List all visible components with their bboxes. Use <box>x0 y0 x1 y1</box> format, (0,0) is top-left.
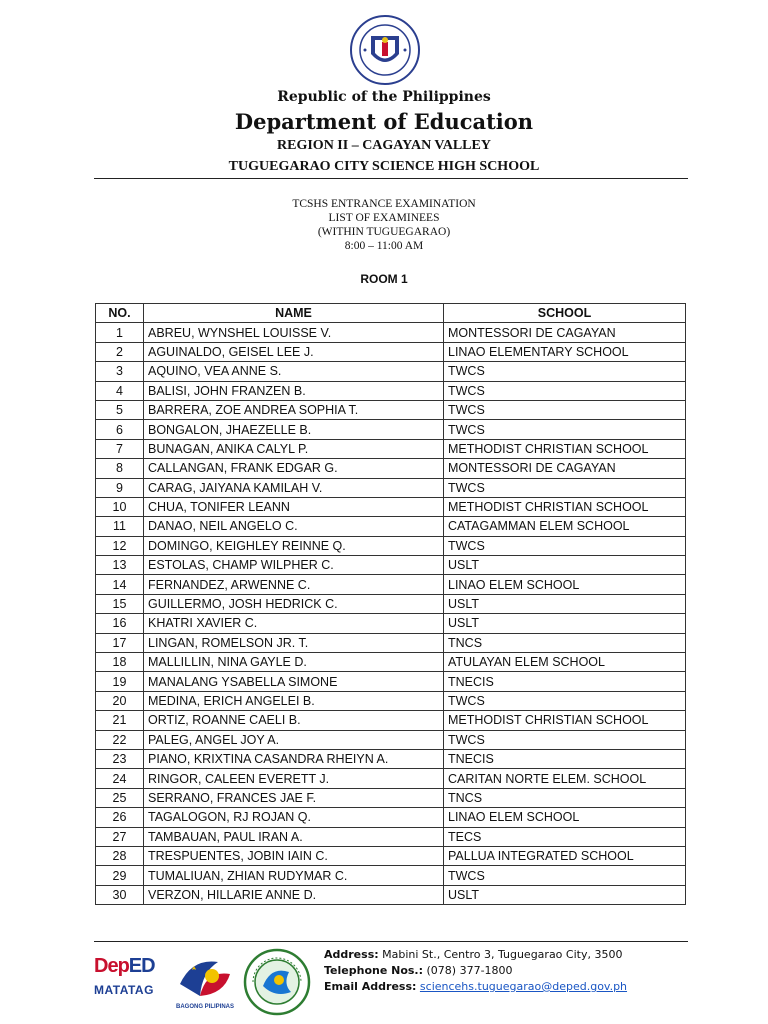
cell-no: 7 <box>96 439 144 458</box>
deped-matatag-logo <box>92 955 164 1005</box>
cell-school: TNECIS <box>444 749 686 768</box>
cell-school: TNCS <box>444 633 686 652</box>
cell-school: ATULAYAN ELEM SCHOOL <box>444 653 686 672</box>
cell-school: LINAO ELEMENTARY SCHOOL <box>444 342 686 361</box>
email-link[interactable]: sciencehs.tuguegarao@deped.gov.ph <box>419 980 628 993</box>
address-value: Mabini St., Centro 3, Tuguegarao City, 3500 <box>382 948 623 961</box>
department-heading: Department of Education <box>234 109 534 134</box>
cell-no: 3 <box>96 362 144 381</box>
cell-school: TWCS <box>444 420 686 439</box>
cell-no: 18 <box>96 653 144 672</box>
cell-school: TWCS <box>444 478 686 497</box>
cell-name: VERZON, HILLARIE ANNE D. <box>144 885 444 904</box>
cell-school: MONTESSORI DE CAGAYAN <box>444 459 686 478</box>
table-row <box>96 691 686 710</box>
cell-school: TWCS <box>444 536 686 555</box>
bagong-pilipinas-text: BAGONG PILIPINAS <box>175 1004 234 1010</box>
table-row <box>96 497 686 516</box>
cell-name: BALISI, JOHN FRANZEN B. <box>144 381 444 400</box>
header-no: NO. <box>96 304 144 323</box>
table-row <box>96 439 686 458</box>
cell-no: 21 <box>96 711 144 730</box>
cell-school: LINAO ELEM SCHOOL <box>444 808 686 827</box>
cell-no: 20 <box>96 691 144 710</box>
deped-seal-icon <box>349 14 421 86</box>
cell-school: METHODIST CHRISTIAN SCHOOL <box>444 497 686 516</box>
header-name: NAME <box>144 304 444 323</box>
table-row <box>96 730 686 749</box>
cell-name: ESTOLAS, CHAMP WILPHER C. <box>144 556 444 575</box>
exam-info <box>0 197 768 253</box>
exam-subtitle: LIST OF EXAMINEES <box>328 212 440 224</box>
cell-no: 30 <box>96 885 144 904</box>
cell-school: TWCS <box>444 866 686 885</box>
cell-no: 5 <box>96 400 144 419</box>
cell-name: FERNANDEZ, ARWENNE C. <box>144 575 444 594</box>
cell-no: 25 <box>96 788 144 807</box>
cell-school: TWCS <box>444 691 686 710</box>
footer-divider <box>94 941 688 942</box>
cell-name: ORTIZ, ROANNE CAELI B. <box>144 711 444 730</box>
cell-name: PALEG, ANGEL JOY A. <box>144 730 444 749</box>
table-row <box>96 362 686 381</box>
cell-no: 13 <box>96 556 144 575</box>
cell-no: 2 <box>96 342 144 361</box>
cell-name: GUILLERMO, JOSH HEDRICK C. <box>144 594 444 613</box>
cell-name: TAMBAUAN, PAUL IRAN A. <box>144 827 444 846</box>
cell-no: 24 <box>96 769 144 788</box>
cell-no: 29 <box>96 866 144 885</box>
cell-name: LINGAN, ROMELSON JR. T. <box>144 633 444 652</box>
table-row <box>96 614 686 633</box>
cell-school: MONTESSORI DE CAGAYAN <box>444 323 686 342</box>
cell-school: USLT <box>444 885 686 904</box>
school-seal-icon <box>243 948 311 1016</box>
cell-name: MEDINA, ERICH ANGELEI B. <box>144 691 444 710</box>
table-row <box>96 653 686 672</box>
email-line: Email Address: sciencehs.tuguegarao@deped.gov.ph <box>324 980 628 993</box>
contact-info <box>324 947 627 995</box>
table-row <box>96 517 686 536</box>
matatag-text: MATATAG <box>94 983 154 997</box>
cell-name: CHUA, TONIFER LEANN <box>144 497 444 516</box>
table-row <box>96 808 686 827</box>
table-row <box>96 556 686 575</box>
cell-no: 9 <box>96 478 144 497</box>
cell-no: 11 <box>96 517 144 536</box>
exam-title: TCSHS ENTRANCE EXAMINATION <box>292 198 476 210</box>
header-school: SCHOOL <box>444 304 686 323</box>
cell-no: 23 <box>96 749 144 768</box>
cell-school: TWCS <box>444 730 686 749</box>
table-row <box>96 536 686 555</box>
table-row <box>96 342 686 361</box>
table-row <box>96 827 686 846</box>
cell-name: BUNAGAN, ANIKA CALYL P. <box>144 439 444 458</box>
cell-no: 6 <box>96 420 144 439</box>
cell-school: PALLUA INTEGRATED SCHOOL <box>444 846 686 865</box>
cell-no: 19 <box>96 672 144 691</box>
cell-name: MALLILLIN, NINA GAYLE D. <box>144 653 444 672</box>
phone-value: (078) 377-1800 <box>426 964 513 977</box>
cell-no: 1 <box>96 323 144 342</box>
room-label: ROOM 1 <box>360 272 408 286</box>
cell-name: AGUINALDO, GEISEL LEE J. <box>144 342 444 361</box>
cell-no: 28 <box>96 846 144 865</box>
cell-school: USLT <box>444 594 686 613</box>
cell-no: 8 <box>96 459 144 478</box>
table-row <box>96 400 686 419</box>
table-row <box>96 885 686 904</box>
header-divider <box>94 178 688 179</box>
table-header-row <box>96 304 686 323</box>
deped-logo-dep: Dep <box>94 955 129 977</box>
cell-name: DANAO, NEIL ANGELO C. <box>144 517 444 536</box>
cell-school: TWCS <box>444 362 686 381</box>
table-row <box>96 381 686 400</box>
table-row <box>96 769 686 788</box>
cell-no: 12 <box>96 536 144 555</box>
region-heading: REGION II – CAGAYAN VALLEY <box>277 138 491 153</box>
table-row <box>96 459 686 478</box>
exam-time: 8:00 – 11:00 AM <box>344 240 424 252</box>
cell-no: 4 <box>96 381 144 400</box>
cell-name: BARRERA, ZOE ANDREA SOPHIA T. <box>144 400 444 419</box>
cell-no: 14 <box>96 575 144 594</box>
address-line: Address: Mabini St., Centro 3, Tuguegarao City, 3500 <box>324 948 623 961</box>
cell-name: TRESPUENTES, JOBIN IAIN C. <box>144 846 444 865</box>
cell-school: CATAGAMMAN ELEM SCHOOL <box>444 517 686 536</box>
cell-name: AQUINO, VEA ANNE S. <box>144 362 444 381</box>
cell-name: DOMINGO, KEIGHLEY REINNE Q. <box>144 536 444 555</box>
bagong-pilipinas-logo-icon <box>172 950 238 1010</box>
cell-name: KHATRI XAVIER C. <box>144 614 444 633</box>
table-row <box>96 749 686 768</box>
cell-no: 15 <box>96 594 144 613</box>
cell-no: 26 <box>96 808 144 827</box>
table-row <box>96 788 686 807</box>
republic-heading: Republic of the Philippines <box>277 89 491 105</box>
cell-name: CALLANGAN, FRANK EDGAR G. <box>144 459 444 478</box>
cell-name: ABREU, WYNSHEL LOUISSE V. <box>144 323 444 342</box>
cell-name: TAGALOGON, RJ ROJAN Q. <box>144 808 444 827</box>
school-heading: TUGUEGARAO CITY SCIENCE HIGH SCHOOL <box>228 159 540 174</box>
deped-logo-ed: ED <box>128 955 155 977</box>
cell-school: TWCS <box>444 381 686 400</box>
cell-no: 27 <box>96 827 144 846</box>
cell-no: 10 <box>96 497 144 516</box>
cell-school: TWCS <box>444 400 686 419</box>
cell-name: CARAG, JAIYANA KAMILAH V. <box>144 478 444 497</box>
table-row <box>96 594 686 613</box>
table-row <box>96 323 686 342</box>
cell-name: TUMALIUAN, ZHIAN RUDYMAR C. <box>144 866 444 885</box>
table-row <box>96 672 686 691</box>
table-row <box>96 575 686 594</box>
cell-school: TECS <box>444 827 686 846</box>
cell-school: LINAO ELEM SCHOOL <box>444 575 686 594</box>
table-row <box>96 846 686 865</box>
cell-name: MANALANG YSABELLA SIMONE <box>144 672 444 691</box>
table-row <box>96 866 686 885</box>
cell-no: 22 <box>96 730 144 749</box>
cell-school: USLT <box>444 556 686 575</box>
cell-name: SERRANO, FRANCES JAE F. <box>144 788 444 807</box>
cell-school: TNCS <box>444 788 686 807</box>
phone-line: Telephone Nos.: (078) 377-1800 <box>324 964 513 977</box>
exam-scope: (WITHIN TUGUEGARAO) <box>317 226 451 238</box>
table-row <box>96 478 686 497</box>
examinees-table <box>95 303 686 905</box>
cell-school: METHODIST CHRISTIAN SCHOOL <box>444 711 686 730</box>
cell-school: CARITAN NORTE ELEM. SCHOOL <box>444 769 686 788</box>
table-row <box>96 711 686 730</box>
table-row <box>96 420 686 439</box>
cell-name: BONGALON, JHAEZELLE B. <box>144 420 444 439</box>
cell-school: METHODIST CHRISTIAN SCHOOL <box>444 439 686 458</box>
cell-school: TNECIS <box>444 672 686 691</box>
cell-name: PIANO, KRIXTINA CASANDRA RHEIYN A. <box>144 749 444 768</box>
cell-school: USLT <box>444 614 686 633</box>
cell-no: 17 <box>96 633 144 652</box>
table-row <box>96 633 686 652</box>
cell-no: 16 <box>96 614 144 633</box>
cell-name: RINGOR, CALEEN EVERETT J. <box>144 769 444 788</box>
